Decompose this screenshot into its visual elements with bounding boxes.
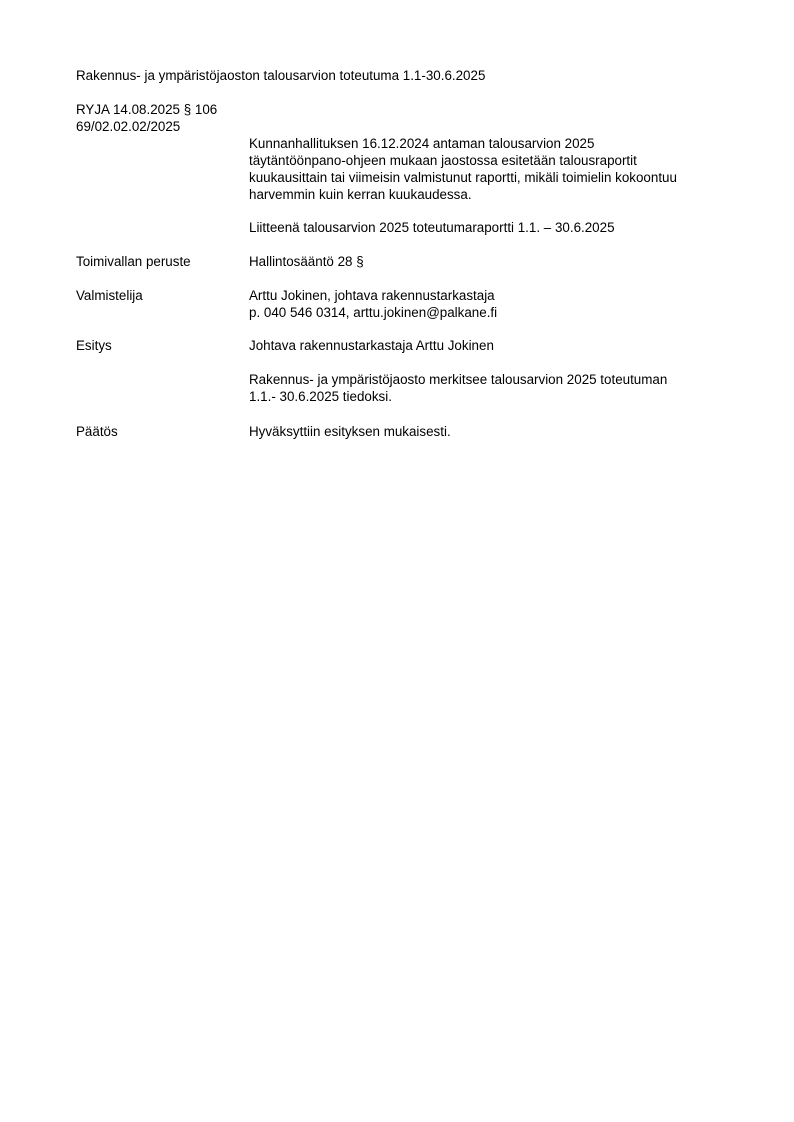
attachment-note: Liitteenä talousarvion 2025 toteutumaraportti 1.1. – 30.6.2025 (249, 220, 615, 235)
meeting-reference: RYJA 14.08.2025 § 106 (76, 102, 218, 117)
intro-paragraph (249, 135, 729, 203)
preparer-contact: p. 040 546 0314, arttu.jokinen@palkane.fi (249, 305, 498, 320)
intro-line: Kunnanhallituksen 16.12.2024 antaman talousarvion 2025 (249, 136, 595, 151)
authority-value: Hallintosääntö 28 § (249, 254, 364, 269)
preparer-label: Valmistelija (76, 288, 143, 303)
proposal-presenter: Johtava rakennustarkastaja Arttu Jokinen (249, 338, 494, 353)
intro-line: täytäntöönpano-ohjeen mukaan jaostossa esitetään talousraportit (249, 153, 637, 168)
intro-line: kuukausittain tai viimeisin valmistunut raportti, mikäli toimielin kokoontuu (249, 170, 677, 185)
record-number: 69/02.02.02/2025 (76, 119, 181, 134)
proposal-line: Rakennus- ja ympäristöjaosto merkitsee talousarvion 2025 toteutuman (249, 372, 668, 387)
decision-value: Hyväksyttiin esityksen mukaisesti. (249, 424, 451, 439)
preparer-name: Arttu Jokinen, johtava rakennustarkastaja (249, 288, 495, 303)
intro-line: harvemmin kuin kerran kuukaudessa. (249, 187, 472, 202)
authority-label: Toimivallan peruste (76, 254, 191, 269)
proposal-text (249, 371, 729, 405)
document-title: Rakennus- ja ympäristöjaoston talousarvion toteutuma 1.1-30.6.2025 (76, 68, 486, 83)
proposal-line: 1.1.- 30.6.2025 tiedoksi. (249, 389, 392, 404)
proposal-label: Esitys (76, 338, 112, 353)
decision-label: Päätös (76, 424, 118, 439)
